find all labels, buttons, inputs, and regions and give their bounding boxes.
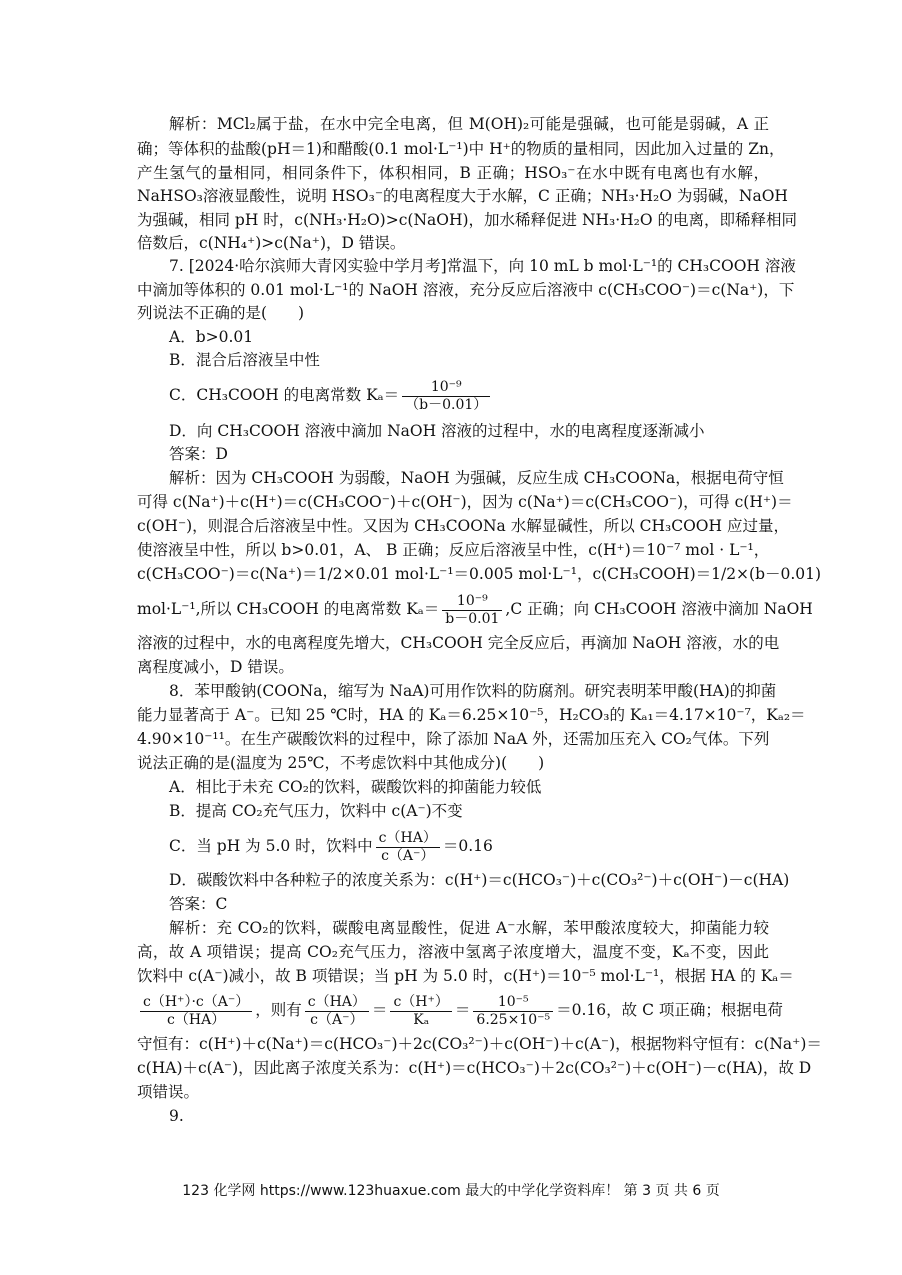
q8-analysis-formula-line: $\frac{c(H^+)\cdot c(A^-)}{c(HA)}$ ，则有 $\frac{c(HA)}{c(A^-)}$ ＝ $\frac{c(H^+)}{\text{Kₐ}}$ ＝ $\frac{\text{10⁻⁵}}{\text{6.25×10⁻⁵}}$ ＝0.16，故 C 项正确；根据电荷 — [137, 988, 769, 1032]
q8-option-b: B．提高 CO₂充气压力，饮料中 c(A⁻)不变 — [169, 802, 463, 820]
fraction-numerator: c（H⁺） — [393, 993, 449, 1010]
fraction-denominator: c（A⁻） — [376, 847, 440, 865]
q8-answer: 答案：C — [169, 895, 228, 913]
q8-analysis-line-5: 守恒有：c(H⁺)＋c(Na⁺)＝c(HCO₃⁻)＋2c(CO₃²⁻)＋c(OH⁻)＋c(A⁻)，根据物料守恒有：c(Na⁺)＝ — [137, 1035, 822, 1053]
q8-analysis-line-7: 项错误。 — [137, 1083, 200, 1101]
q7-option-d: D．向 CH₃COOH 溶液中滴加 NaOH 溶液的过程中，水的电离程度逐渐减小 — [169, 422, 705, 440]
q8-option-c-fraction — [376, 830, 440, 865]
q7-option-b: B．混合后溶液呈中性 — [169, 351, 320, 369]
fraction-denominator: c（A⁻） — [305, 1011, 369, 1029]
q6-analysis-line-2: 确；等体积的盐酸(pH＝1)和醋酸(0.1 mol·L⁻¹)中 H⁺的物质的量相同，因此加入过量的 Zn， — [137, 140, 785, 158]
q7-option-c — [169, 374, 769, 416]
q8-analysis-line-1: 解析：充 CO₂的饮料，碳酸电离显酸性，促进 A⁻水解，苯甲酸浓度较大，抑菌能力较 — [169, 919, 769, 937]
fraction-numerator: c（HA） — [378, 829, 437, 846]
fraction-numerator: c（HA） — [307, 993, 366, 1010]
q8-analysis-line-3: 饮料中 c(A⁻)减小，故 B 项错误；当 pH 为 5.0 时，c(H⁺)＝10⁻⁵ mol·L⁻¹，根据 HA 的 Kₐ＝ — [137, 967, 794, 985]
q7-analysis-line-7: 溶液的过程中，水的电离程度先增大，CH₃COOH 完全反应后，再滴加 NaOH 溶液，水的电 — [137, 634, 780, 652]
q7-stem-line-1: 7. [2024·哈尔滨师大青冈实验中学月考]常温下，向 10 mL b mol·L⁻¹的 CH₃COOH 溶液 — [169, 257, 796, 275]
q8-option-d: D．碳酸饮料中各种粒子的浓度关系为：c(H⁺)＝c(HCO₃⁻)＋c(CO₃²⁻)＋c(OH⁻)－c(HA) — [169, 871, 790, 889]
q9-label: 9. — [169, 1107, 184, 1125]
fraction-numerator: 10⁻⁹ — [456, 592, 488, 609]
q8-analysis-line-6: c(HA)＋c(A⁻)，因此离子浓度关系为：c(H⁺)＝c(HCO₃⁻)＋2c(CO₃²⁻)＋c(OH⁻)－c(HA)，故 D — [137, 1059, 812, 1077]
q8-stem-line-2: 能力显著高于 A⁻。已知 25 ℃时，HA 的 Kₐ＝6.25×10⁻⁵，H₂CO₃的 Kₐ₁＝4.17×10⁻⁷，Kₐ₂＝ — [137, 706, 806, 724]
q7-analysis-line-6-post: ,C 正确；向 CH₃COOH 溶液中滴加 NaOH — [505, 600, 813, 618]
fraction-denominator: （b－0.01） — [402, 396, 490, 414]
q7-analysis-line-8: 离程度减小，D 错误。 — [137, 658, 294, 676]
q8-ka-fraction — [140, 994, 252, 1029]
fraction-denominator: c（HA） — [140, 1011, 252, 1029]
q6-analysis-line-4: NaHSO₃溶液显酸性，说明 HSO₃⁻的电离程度大于水解，C 正确；NH₃·H₂O 为弱碱，NaOH — [137, 187, 788, 205]
q6-analysis-line-3: 产生氢气的量相同，相同条件下，体积相同，B 正确；HSO₃⁻在水中既有电离也有水解， — [137, 164, 769, 182]
q7-analysis-line-6 — [137, 588, 813, 630]
q7-analysis-line-2: 可得 c(Na⁺)＋c(H⁺)＝c(CH₃COO⁻)＋c(OH⁻)，因为 c(Na⁺)＝c(CH₃COO⁻)，可得 c(H⁺)＝ — [137, 493, 793, 511]
q8-option-c-pre: C．当 pH 为 5.0 时，饮料中 — [169, 837, 373, 855]
q7-analysis-line-4: 使溶液呈中性，所以 b>0.01，A、 B 正确；反应后溶液呈中性，c(H⁺)＝10⁻⁷ mol · L⁻¹， — [137, 541, 770, 559]
q7-option-a: A．b>0.01 — [169, 328, 254, 346]
q8-h-over-ka-fraction — [390, 994, 451, 1029]
q6-analysis-line-1: 解析：MCl₂属于盐，在水中完全电离，但 M(OH)₂可能是强碱，也可能是弱碱，A 正 — [169, 115, 769, 133]
fraction-numerator: 10⁻⁹ — [430, 378, 462, 395]
q8-numeric-fraction — [473, 994, 553, 1029]
q8-stem-line-1: 8．苯甲酸钠(COONa，缩写为 NaA)可用作饮料的防腐剂。研究表明苯甲酸(HA)的抑菌 — [169, 682, 777, 700]
q7-analysis-line-1: 解析：因为 CH₃COOH 为弱酸，NaOH 为强碱，反应生成 CH₃COONa，根据电荷守恒 — [169, 469, 784, 487]
q8-formula-mid: ，则有 — [255, 1001, 302, 1019]
fraction-numerator: c（H⁺）·c（A⁻） — [143, 993, 250, 1010]
page-footer: 123 化学网 https://www.123huaxue.com 最大的中学化学资料库！ 第 3 页 共 6 页 — [182, 1183, 720, 1199]
q8-formula-post: ＝0.16，故 C 项正确；根据电荷 — [556, 1001, 783, 1019]
q8-ratio-fraction — [305, 994, 369, 1029]
q8-analysis-line-2: 高，故 A 项错误；提高 CO₂充气压力，溶液中氢离子浓度增大，温度不变，Kₐ不变，因此 — [137, 943, 769, 961]
q8-option-c — [169, 825, 769, 867]
q7-option-c-fraction — [402, 379, 490, 414]
fraction-denominator: b－0.01 — [442, 610, 502, 628]
fraction-denominator: 6.25×10⁻⁵ — [473, 1011, 553, 1029]
q7-stem-line-3: 列说法不正确的是( ) — [137, 304, 305, 322]
q8-option-a: A．相比于未充 CO₂的饮料，碳酸饮料的抑菌能力较低 — [169, 778, 542, 796]
q7-analysis-fraction — [442, 593, 502, 628]
q6-analysis-line-5: 为强碱，相同 pH 时，c(NH₃·H₂O)>c(NaOH)，加水稀释促进 NH₃·H₂O 的电离，即稀释相同 — [137, 211, 798, 229]
q7-analysis-line-6-pre: mol·L⁻¹,所以 CH₃COOH 的电离常数 Kₐ＝ — [137, 600, 440, 618]
q6-analysis-line-6: 倍数后，c(NH₄⁺)>c(Na⁺)，D 错误。 — [137, 234, 406, 252]
q7-option-c-text: C．CH₃COOH 的电离常数 Kₐ＝ — [169, 386, 400, 404]
q8-stem-line-4: 说法正确的是(温度为 25℃，不考虑饮料中其他成分)( ) — [137, 754, 545, 772]
q8-option-c-post: ＝0.16 — [442, 837, 493, 855]
q7-analysis-line-3: c(OH⁻)，则混合后溶液呈中性。又因为 CH₃COONa 水解显碱性，所以 CH₃COOH 应过量， — [137, 517, 789, 535]
fraction-numerator: 10⁻⁵ — [497, 993, 529, 1010]
q7-answer: 答案：D — [169, 445, 228, 463]
q7-stem-line-2: 中滴加等体积的 0.01 mol·L⁻¹的 NaOH 溶液，充分反应后溶液中 c(CH₃COO⁻)＝c(Na⁺)，下 — [137, 281, 795, 299]
q7-analysis-line-5: c(CH₃COO⁻)＝c(Na⁺)＝1/2×0.01 mol·L⁻¹＝0.005 mol·L⁻¹，c(CH₃COOH)＝1/2×(b－0.01) — [137, 565, 822, 583]
q8-stem-line-3: 4.90×10⁻¹¹。在生产碳酸饮料的过程中，除了添加 NaA 外，还需加压充入 CO₂气体。下列 — [137, 730, 770, 748]
fraction-denominator: Kₐ — [390, 1011, 451, 1029]
